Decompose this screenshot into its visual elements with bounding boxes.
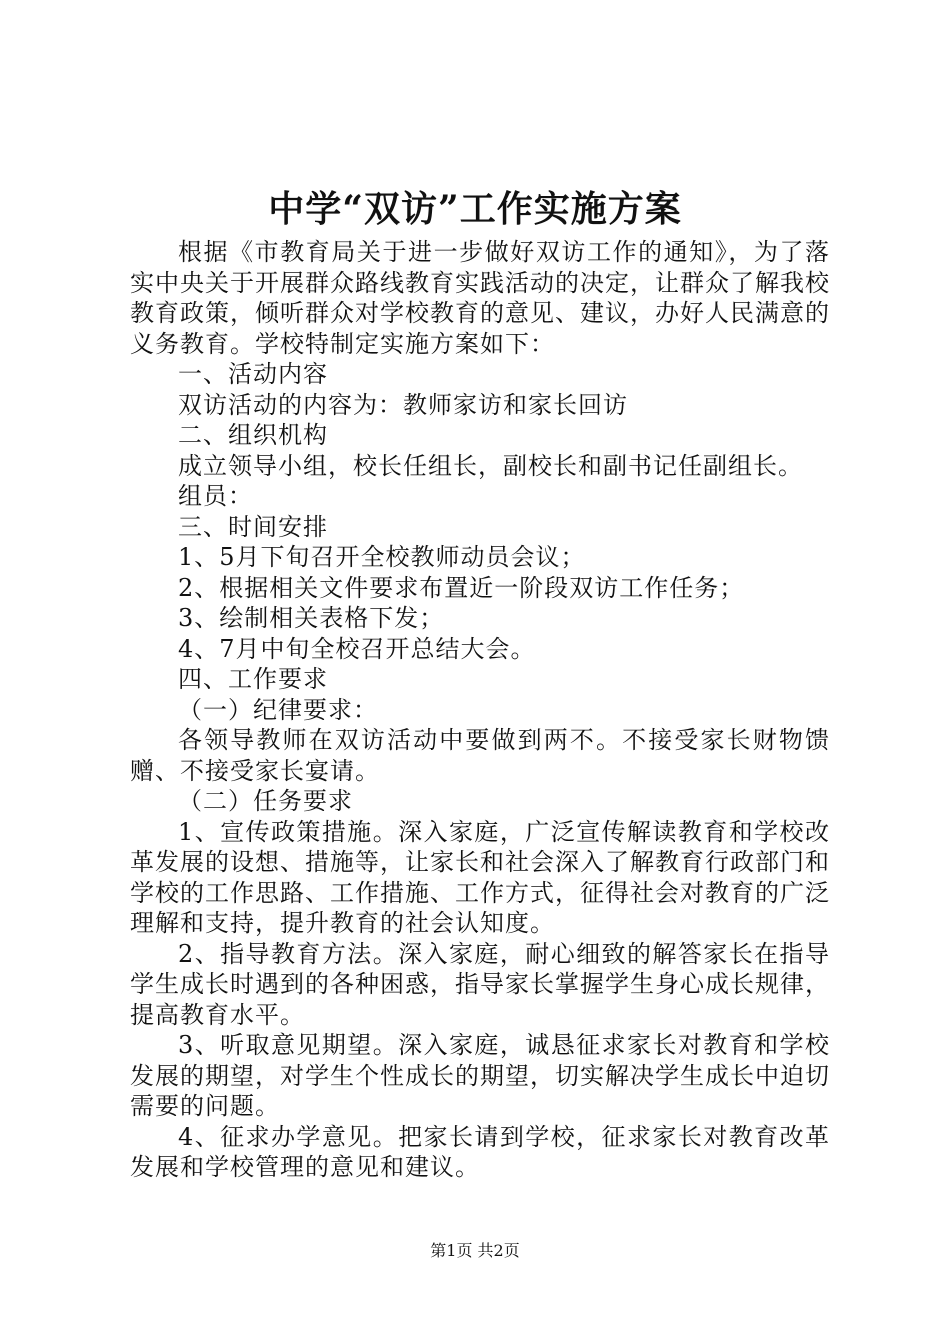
schedule-item: 3、绘制相关表格下发； [178,604,445,632]
document-title: 中学“双访”工作实施方案 [268,188,682,230]
schedule-item: 4、7月中旬全校召开总结大会。 [178,634,536,663]
schedule-item: 1、5月下旬召开全校教师动员会议； [178,543,586,571]
section-heading-organization: 二、组织机构 [178,421,328,449]
task-paragraph: 2、指导教育方法。深入家庭，耐心细致的解答家长在指导学生成长时遇到的各种困惑，指导家长掌握学生身心成长规律，提高教育水平。 [130,939,830,1029]
task-paragraph: 1、宣传政策措施。深入家庭，广泛宣传解读教育和学校改革发展的设想、措施等，让家长和社会深入了解教育行政部门和学校的工作思路、工作措施、工作方式，征得社会对教育的广泛理解和支持，提升教育的社会认知度。 [130,817,830,937]
subheading-tasks: （二）任务要求 [178,787,353,815]
task-paragraph: 4、征求办学意见。把家长请到学校，征求家长对教育改革发展和学校管理的意见和建议。 [130,1122,830,1181]
document-body [130,237,830,1183]
section-heading-requirements: 四、工作要求 [178,665,328,693]
intro-paragraph: 根据《市教育局关于进一步做好双访工作的通知》，为了落实中央关于开展群众路线教育实践活动的决定，让群众了解我校教育政策，倾听群众对学校教育的意见、建议，办好人民满意的义务教育。学校特制定实施方案如下： [130,238,830,358]
subheading-discipline: （一）纪律要求： [178,695,378,724]
section-heading-activity: 一、活动内容 [178,360,328,388]
page-number-footer: 第1页 共2页 [430,1241,520,1260]
schedule-item: 2、根据相关文件要求布置近一阶段双访工作任务； [178,573,745,602]
activity-content-line: 双访活动的内容为：教师家访和家长回访 [178,390,628,419]
members-line: 组员： [178,482,253,510]
task-paragraph: 3、听取意见期望。深入家庭，诚恳征求家长对教育和学校发展的期望，对学生个性成长的期望，切实解决学生成长中迫切需要的问题。 [130,1031,830,1120]
section-heading-schedule: 三、时间安排 [178,512,328,541]
discipline-paragraph: 各领导教师在双访活动中要做到两不。不接受家长财物馈赠、不接受家长宴请。 [130,726,830,785]
organization-line: 成立领导小组，校长任组长，副校长和副书记任副组长。 [178,451,803,480]
